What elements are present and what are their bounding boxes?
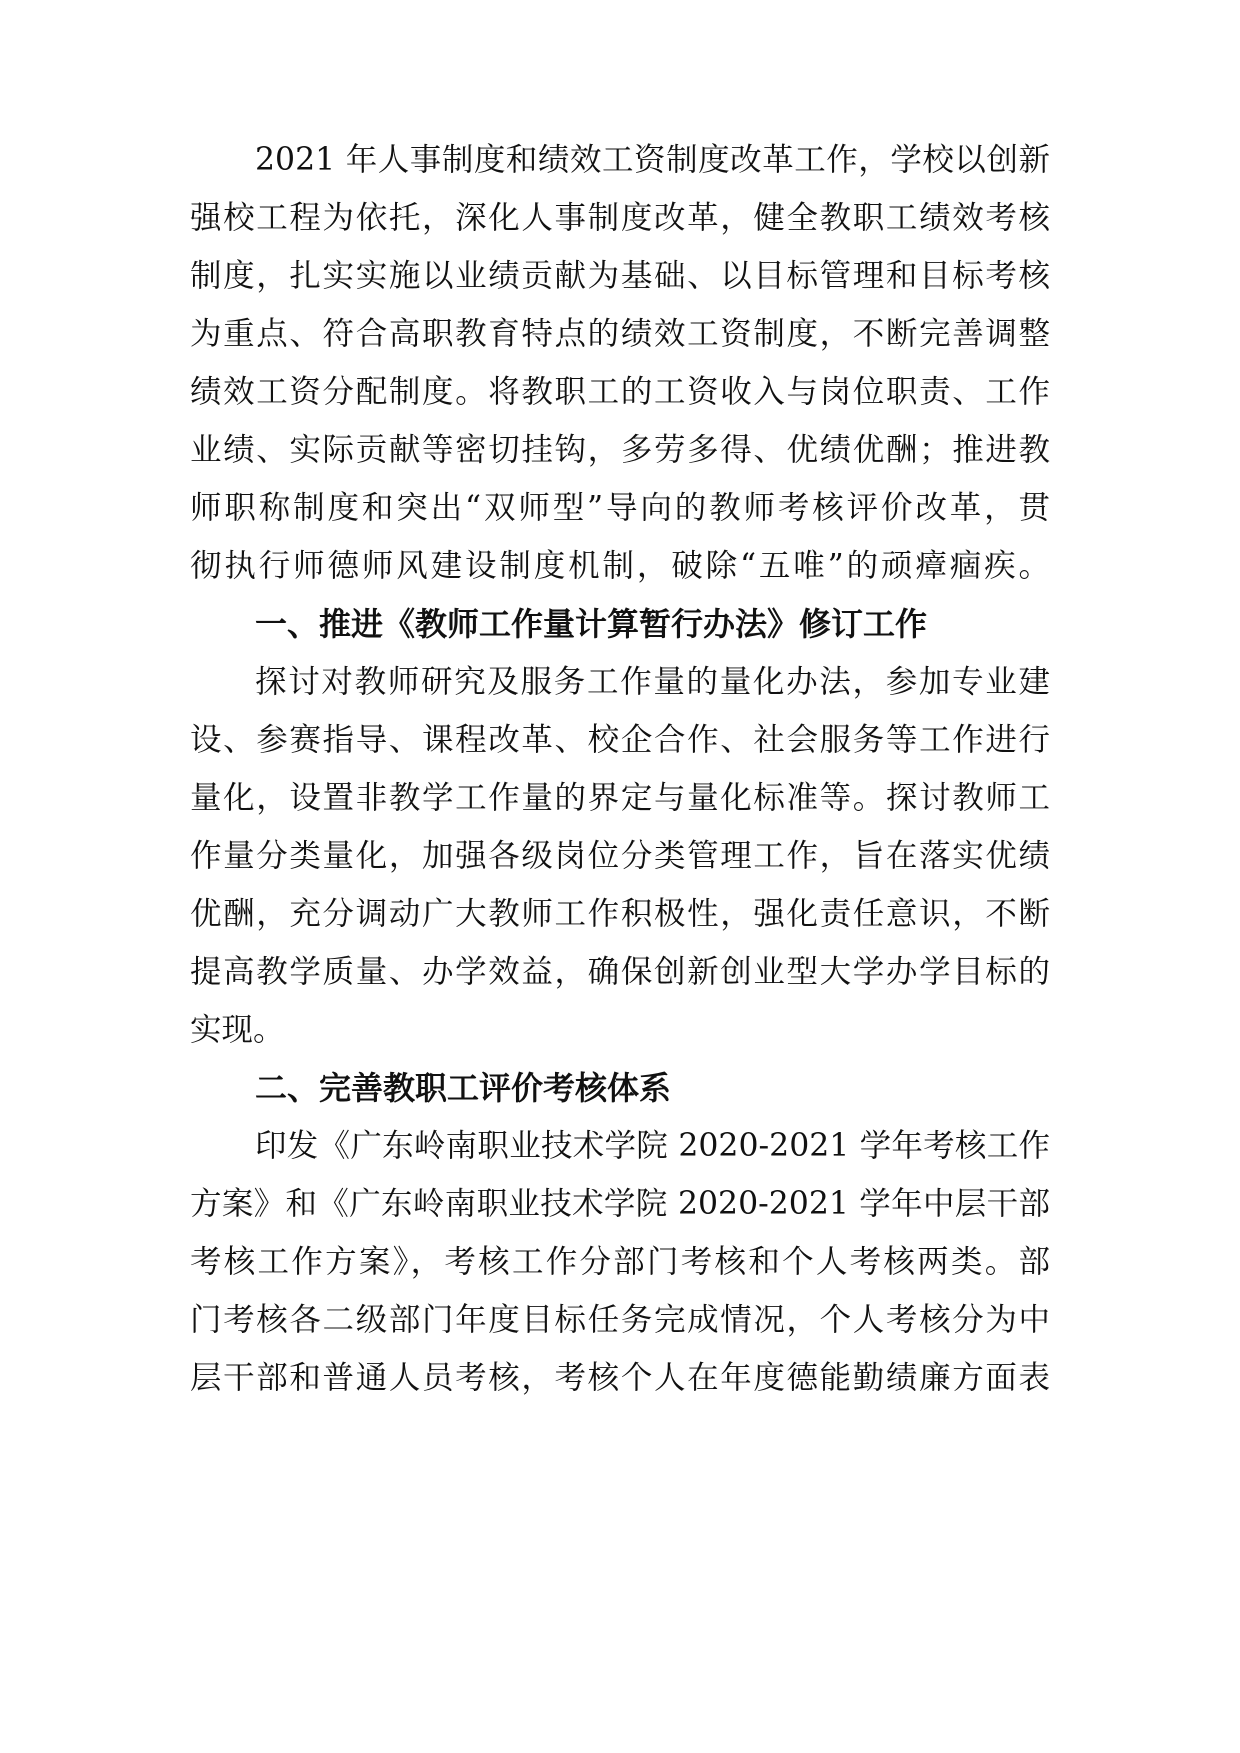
section-2-line-2: 方案》和《广东岭南职业技术学院 2020-2021 学年中层干部 — [190, 1186, 1050, 1222]
section-2-line-3: 考核工作方案》，考核工作分部门考核和个人考核两类。部 — [190, 1244, 1050, 1280]
paragraph-1-line-6: 业绩、实际贡献等密切挂钩，多劳多得、优绩优酬；推进教 — [190, 432, 1050, 468]
section-1-line-1: 探讨对教师研究及服务工作量的量化办法，参加专业建 — [255, 664, 1050, 700]
paragraph-1-line-3: 制度，扎实实施以业绩贡献为基础、以目标管理和目标考核 — [190, 258, 1050, 294]
paragraph-1-line-1: 2021 年人事制度和绩效工资制度改革工作，学校以创新 — [255, 142, 1050, 178]
paragraph-1-line-8: 彻执行师德师风建设制度机制，破除“五唯”的顽瘴痼疾。 — [190, 548, 1050, 584]
section-1-line-6: 提高教学质量、办学效益，确保创新创业型大学办学目标的 — [190, 954, 1050, 990]
section-1-line-5: 优酬，充分调动广大教师工作积极性，强化责任意识，不断 — [190, 896, 1050, 932]
paragraph-1-line-7: 师职称制度和突出“双师型”导向的教师考核评价改革，贯 — [190, 490, 1050, 526]
section-1-line-4: 作量分类量化，加强各级岗位分类管理工作，旨在落实优绩 — [190, 838, 1050, 874]
section-2-heading: 二、完善教职工评价考核体系 — [255, 1069, 672, 1107]
paragraph-1-line-5: 绩效工资分配制度。将教职工的工资收入与岗位职责、工作 — [190, 374, 1050, 410]
section-2-line-5: 层干部和普通人员考核，考核个人在年度德能勤绩廉方面表 — [190, 1360, 1050, 1396]
section-2-line-1: 印发《广东岭南职业技术学院 2020-2021 学年考核工作 — [255, 1128, 1050, 1164]
section-2-line-4: 门考核各二级部门年度目标任务完成情况，个人考核分为中 — [190, 1302, 1050, 1338]
paragraph-1-line-2: 强校工程为依托，深化人事制度改革，健全教职工绩效考核 — [190, 200, 1050, 236]
section-1-line-7: 实现。 — [190, 1012, 285, 1048]
section-1-line-3: 量化，设置非教学工作量的界定与量化标准等。探讨教师工 — [190, 780, 1050, 816]
section-1-heading: 一、推进《教师工作量计算暂行办法》修订工作 — [255, 605, 928, 643]
section-1-line-2: 设、参赛指导、课程改革、校企合作、社会服务等工作进行 — [190, 722, 1050, 758]
paragraph-1-line-4: 为重点、符合高职教育特点的绩效工资制度，不断完善调整 — [190, 316, 1050, 352]
